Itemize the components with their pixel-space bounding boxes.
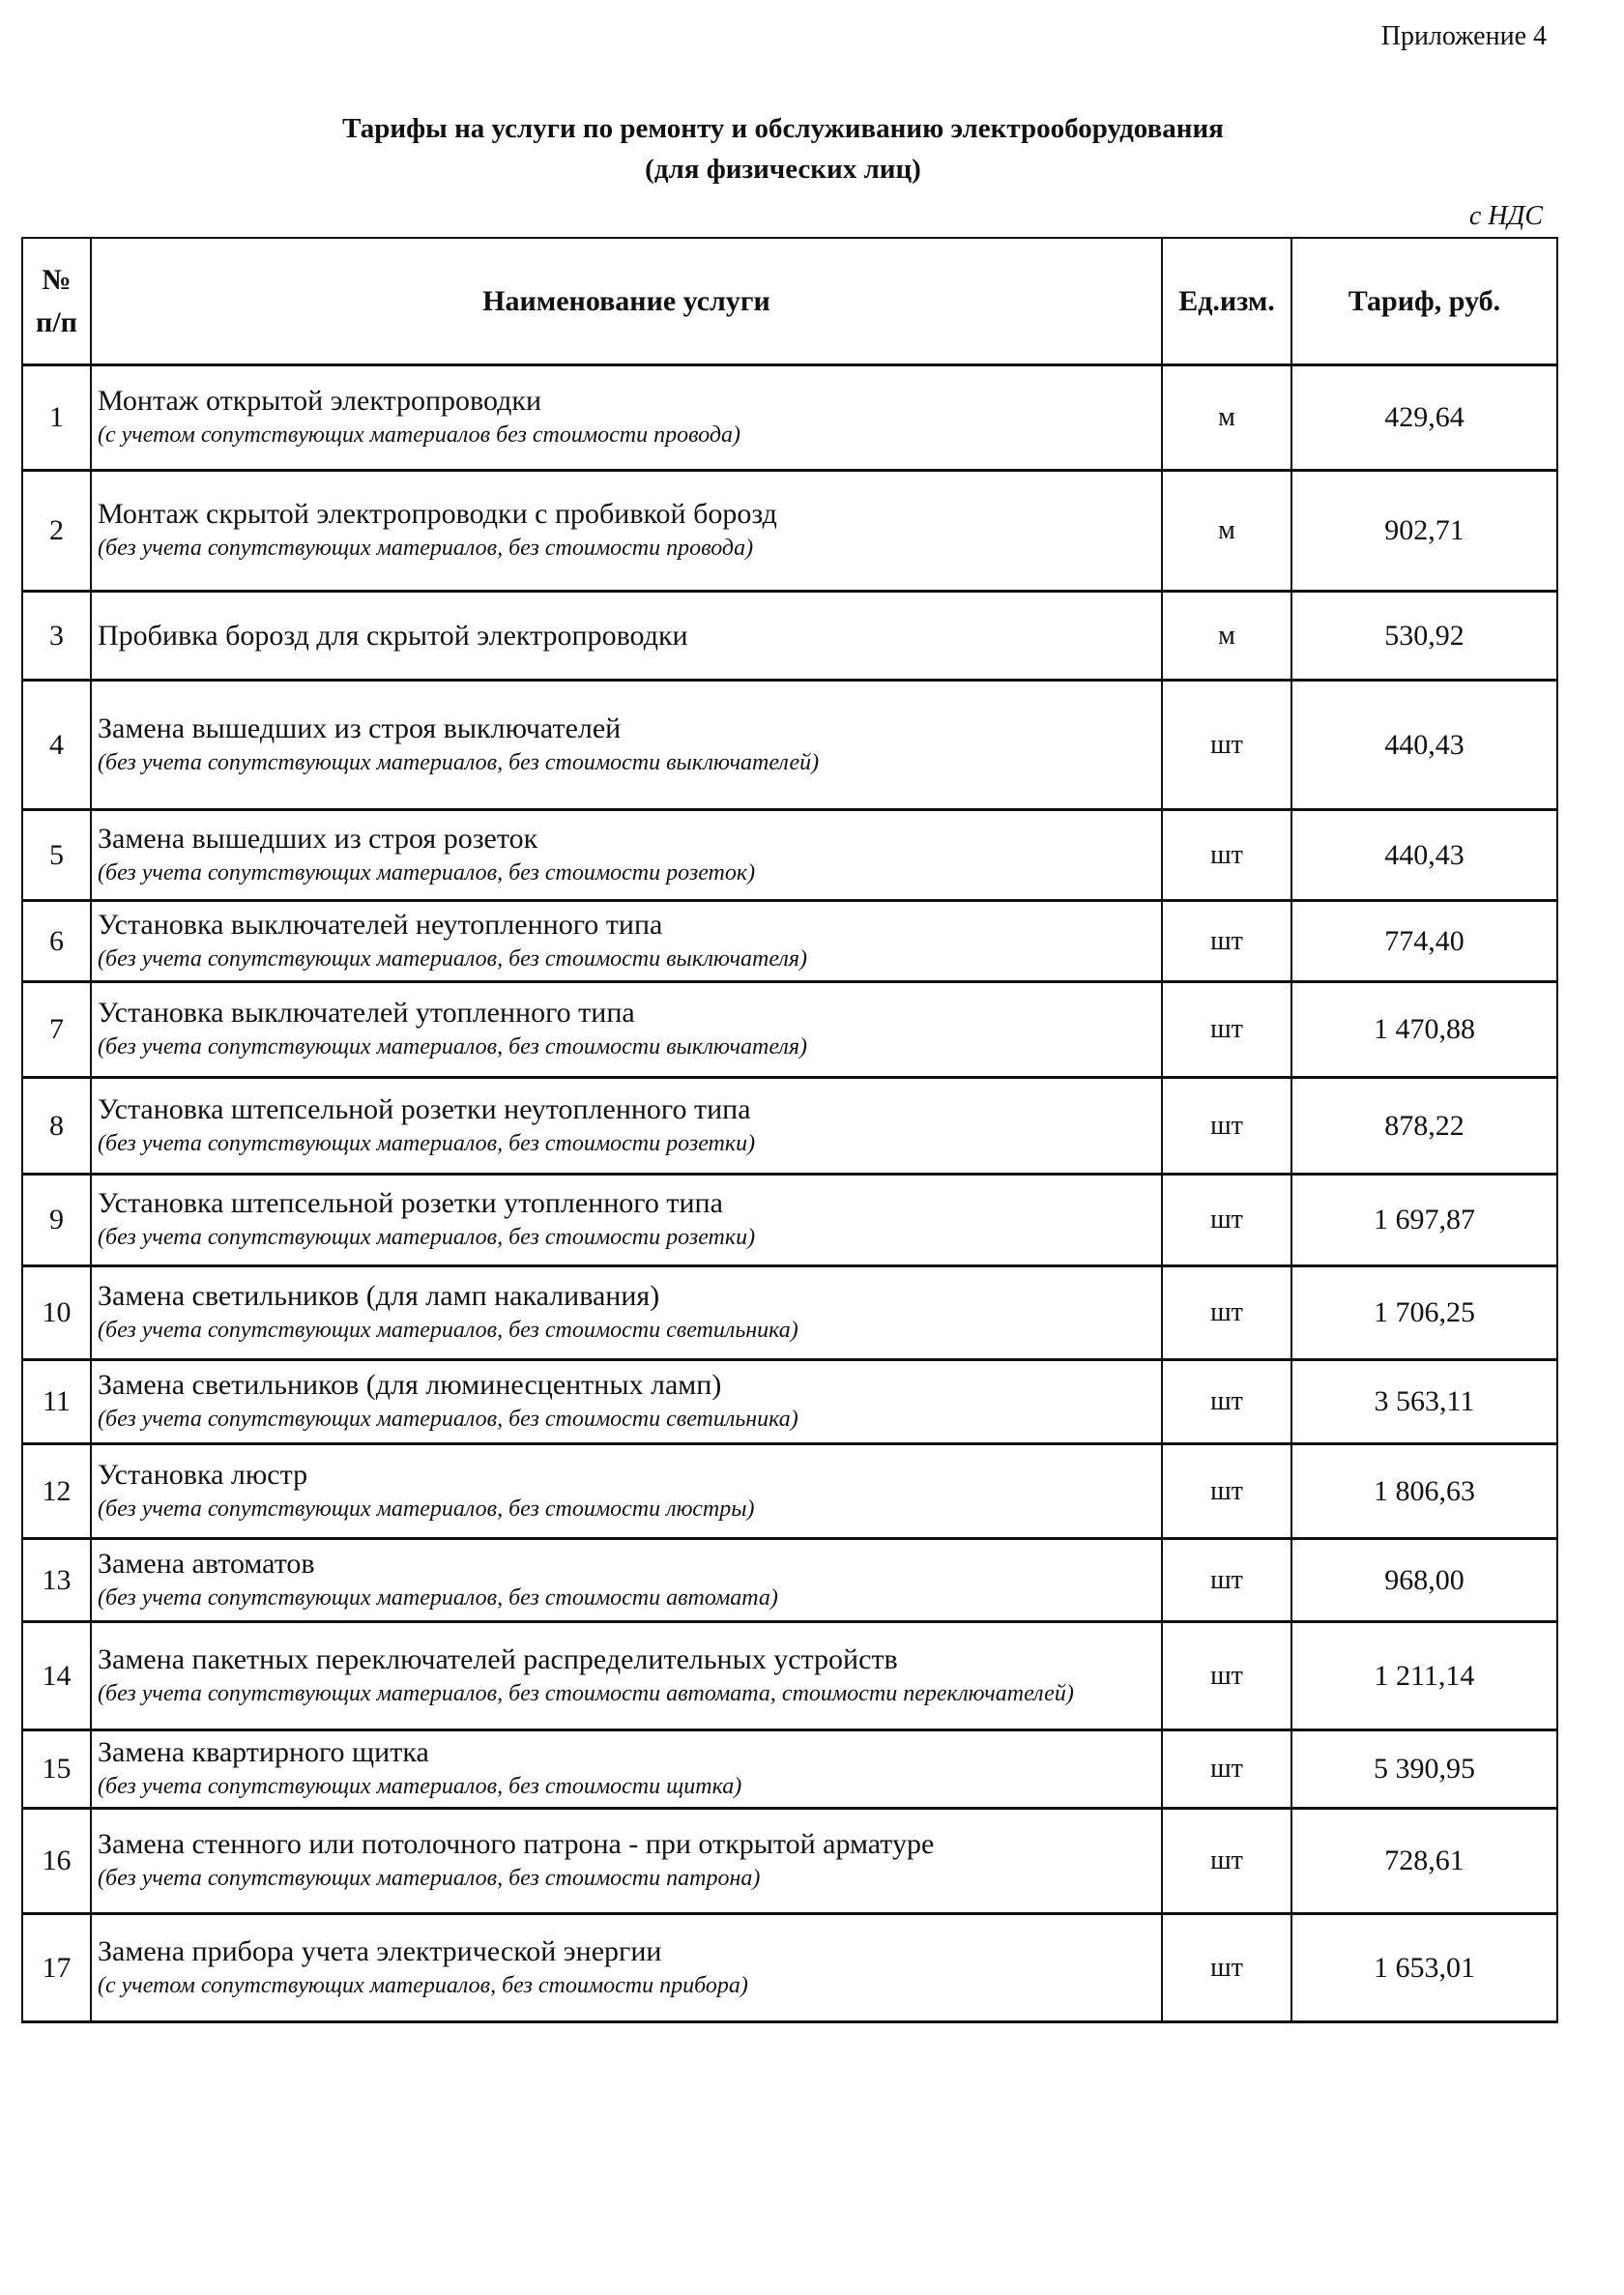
row-number: 13 (22, 1539, 91, 1622)
service-name: Замена светильников (для люминесцентных ламп) (98, 1369, 722, 1401)
tariff-price: 902,71 (1291, 471, 1557, 592)
unit: м (1162, 365, 1291, 471)
service-name-cell (91, 365, 1162, 471)
unit: м (1162, 592, 1291, 681)
service-note: (без учета сопутствующих материалов, без стоимости выключателя) (98, 945, 808, 972)
tariff-price: 774,40 (1291, 901, 1557, 982)
service-note: (с учетом сопутствующих материалов, без стоимости прибора) (98, 1972, 748, 1998)
service-note: (без учета сопутствующих материалов, без стоимости розетки) (98, 1130, 756, 1156)
service-name-cell (91, 810, 1162, 901)
table-row (22, 1730, 1557, 1809)
row-number: 1 (22, 365, 91, 471)
service-note: (без учета сопутствующих материалов, без стоимости светильника) (98, 1407, 798, 1432)
table-row (22, 1914, 1557, 2022)
tariff-price: 878,22 (1291, 1078, 1557, 1175)
unit: шт (1162, 810, 1291, 901)
service-note: (без учета сопутствующих материалов, без стоимости автомата, стоимости переключателей) (98, 1680, 1074, 1706)
row-number: 2 (22, 471, 91, 592)
service-name-cell (91, 471, 1162, 592)
unit: шт (1162, 1622, 1291, 1730)
service-note: (без учета сопутствующих материалов, без стоимости розетки) (98, 1225, 756, 1250)
service-name: Замена прибора учета электрической энергии (98, 1934, 662, 1967)
service-name: Монтаж скрытой электропроводки с пробивкой борозд (98, 498, 777, 530)
service-note: (без учета сопутствующих материалов, без стоимости выключателя) (98, 1034, 808, 1060)
service-name: Замена квартирного щитка (98, 1736, 429, 1768)
row-number: 5 (22, 810, 91, 901)
column-header-num: № п/п (22, 238, 91, 365)
table-row (22, 1266, 1557, 1360)
service-name-cell (91, 592, 1162, 681)
unit: шт (1162, 681, 1291, 810)
service-note: (без учета сопутствующих материалов, без стоимости розеток) (98, 859, 756, 886)
service-note: (без учета сопутствующих материалов, без стоимости автомата) (98, 1584, 778, 1611)
table-row (22, 365, 1557, 471)
unit: шт (1162, 1539, 1291, 1622)
service-name-cell (91, 1914, 1162, 2022)
table-row (22, 810, 1557, 901)
tariff-price: 1 470,88 (1291, 982, 1557, 1078)
service-name-cell (91, 982, 1162, 1078)
tariff-price: 530,92 (1291, 592, 1557, 681)
row-number: 10 (22, 1266, 91, 1360)
unit: шт (1162, 1360, 1291, 1444)
row-number: 14 (22, 1622, 91, 1730)
row-number: 3 (22, 592, 91, 681)
unit: шт (1162, 1266, 1291, 1360)
title-line-1: Тарифы на услуги по ремонту и обслуживанию электрооборудования (342, 113, 1224, 144)
unit: шт (1162, 1914, 1291, 2022)
tariff-table (21, 237, 1558, 2023)
row-number: 9 (22, 1175, 91, 1266)
unit: шт (1162, 982, 1291, 1078)
service-name-cell (91, 1622, 1162, 1730)
row-number: 6 (22, 901, 91, 982)
appendix-label: Приложение 4 (1380, 21, 1547, 51)
tariff-price: 728,61 (1291, 1809, 1557, 1914)
row-number: 17 (22, 1914, 91, 2022)
service-name-cell (91, 901, 1162, 982)
table-row (22, 1809, 1557, 1914)
tariff-price: 440,43 (1291, 681, 1557, 810)
service-name-cell (91, 1078, 1162, 1175)
row-number: 7 (22, 982, 91, 1078)
row-number: 12 (22, 1444, 91, 1539)
table-row (22, 1175, 1557, 1266)
service-name: Замена вышедших из строя выключателей (98, 712, 622, 744)
service-name: Замена светильников (для ламп накаливания) (98, 1280, 660, 1312)
unit: шт (1162, 901, 1291, 982)
service-name-cell (91, 681, 1162, 810)
service-name-cell (91, 1444, 1162, 1539)
service-name: Установка люстр (98, 1458, 308, 1491)
service-note: (без учета сопутствующих материалов, без стоимости патрона) (98, 1866, 761, 1891)
table-header-row (22, 238, 1557, 365)
unit: м (1162, 471, 1291, 592)
service-name: Замена пакетных переключателей распределительных устройств (98, 1642, 898, 1675)
tariff-price: 1 697,87 (1291, 1175, 1557, 1266)
unit: шт (1162, 1809, 1291, 1914)
row-number: 11 (22, 1360, 91, 1444)
table-row (22, 901, 1557, 982)
row-number: 15 (22, 1730, 91, 1809)
row-number: 8 (22, 1078, 91, 1175)
tariff-price: 1 211,14 (1291, 1622, 1557, 1730)
row-number: 4 (22, 681, 91, 810)
table-row (22, 982, 1557, 1078)
tariff-price: 3 563,11 (1291, 1360, 1557, 1444)
table-row (22, 592, 1557, 681)
service-name: Пробивка борозд для скрытой электропроводки (98, 619, 688, 652)
service-note: (без учета сопутствующих материалов, без стоимости выключателей) (98, 749, 820, 775)
tariff-price: 1 653,01 (1291, 1914, 1557, 2022)
unit: шт (1162, 1444, 1291, 1539)
tariff-price: 968,00 (1291, 1539, 1557, 1622)
tariff-price: 440,43 (1291, 810, 1557, 901)
service-name: Монтаж открытой электропроводки (98, 385, 542, 417)
service-note: (без учета сопутствующих материалов, без стоимости провода) (98, 536, 754, 561)
unit: шт (1162, 1730, 1291, 1809)
table-row (22, 1360, 1557, 1444)
service-name-cell (91, 1730, 1162, 1809)
row-number: 16 (22, 1809, 91, 1914)
tariff-price: 5 390,95 (1291, 1730, 1557, 1809)
service-name: Установка выключателей утопленного типа (98, 997, 635, 1029)
service-name-cell (91, 1360, 1162, 1444)
table-row (22, 1444, 1557, 1539)
service-name: Установка штепсельной розетки неутопленного типа (98, 1092, 751, 1125)
service-name: Замена стенного или потолочного патрона - при открытой арматуре (98, 1828, 935, 1860)
column-header-price: Тариф, руб. (1291, 238, 1557, 365)
service-name: Замена вышедших из строя розеток (98, 822, 538, 855)
table-row (22, 1539, 1557, 1622)
column-header-name: Наименование услуги (91, 238, 1162, 365)
service-name-cell (91, 1539, 1162, 1622)
column-header-unit: Ед.изм. (1162, 238, 1291, 365)
service-name-cell (91, 1266, 1162, 1360)
service-note: (без учета сопутствующих материалов, без стоимости светильника) (98, 1318, 798, 1343)
service-name: Установка штепсельной розетки утопленного типа (98, 1187, 723, 1219)
unit: шт (1162, 1175, 1291, 1266)
title-line-2: (для физических лиц) (645, 154, 921, 185)
table-row (22, 1078, 1557, 1175)
tariff-price: 1 806,63 (1291, 1444, 1557, 1539)
service-note: (без учета сопутствующих материалов, без стоимости люстры) (98, 1496, 755, 1522)
service-name-cell (91, 1175, 1162, 1266)
service-note: (без учета сопутствующих материалов, без стоимости щитка) (98, 1774, 742, 1799)
service-name: Установка выключателей неутопленного типа (98, 908, 663, 941)
tariff-price: 429,64 (1291, 365, 1557, 471)
page-title (0, 108, 1566, 189)
vat-note: с НДС (1468, 201, 1543, 231)
service-name-cell (91, 1809, 1162, 1914)
table-row (22, 471, 1557, 592)
table-row (22, 1622, 1557, 1730)
table-row (22, 681, 1557, 810)
tariff-price: 1 706,25 (1291, 1266, 1557, 1360)
service-note: (с учетом сопутствующих материалов без стоимости провода) (98, 422, 741, 448)
unit: шт (1162, 1078, 1291, 1175)
service-name: Замена автоматов (98, 1547, 315, 1580)
